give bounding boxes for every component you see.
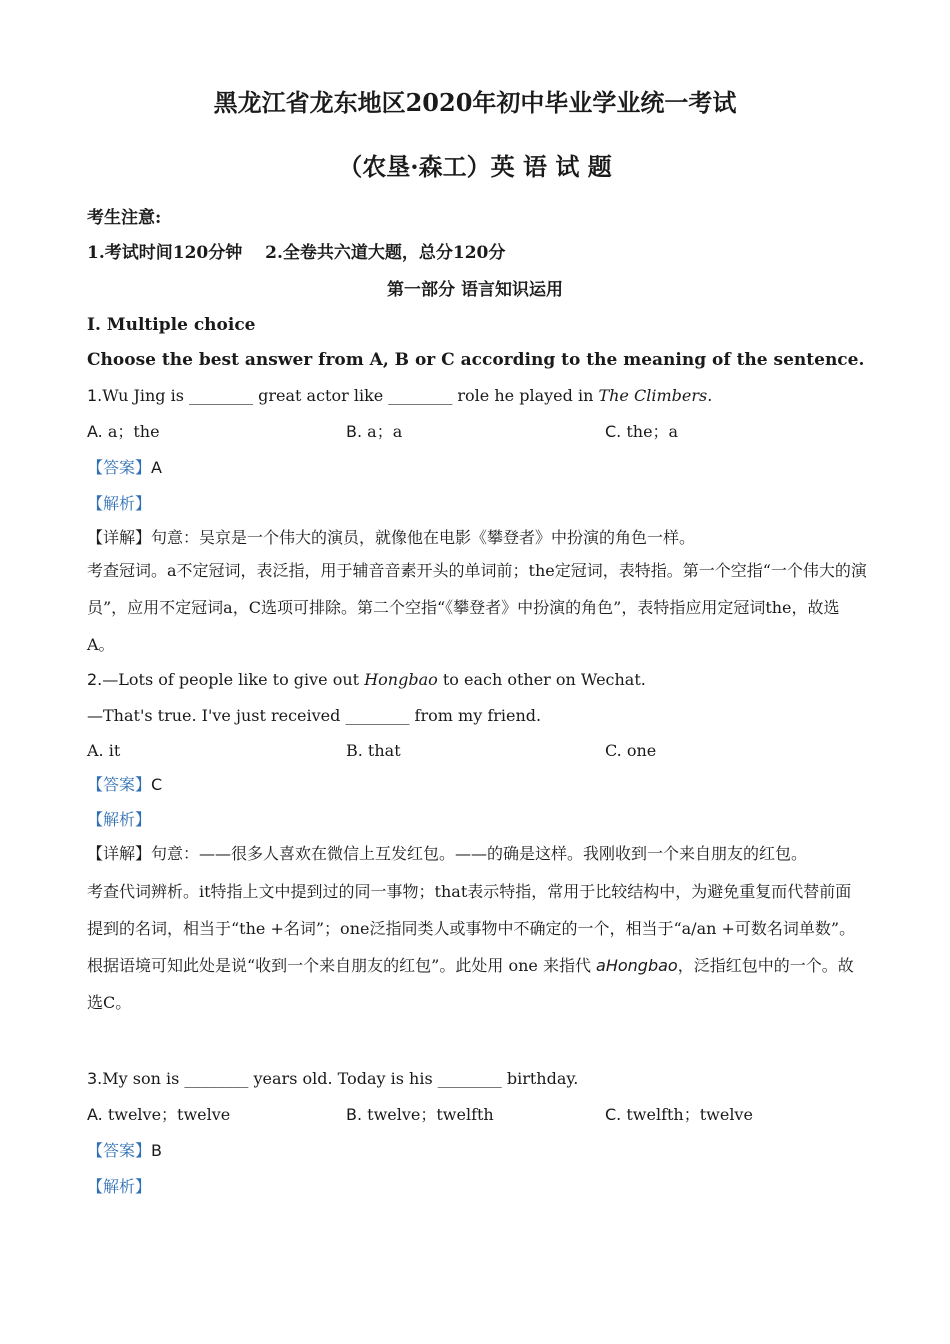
question-2-analysis-tag: 【解析】 xyxy=(87,810,152,829)
question-1-detail: 【详解】句意：吴京是一个伟大的演员，就像他在电影《攀登者》中扮演的角色一样。 xyxy=(87,528,696,547)
question-3-option-b: B. twelve；twelfth xyxy=(346,1105,494,1124)
question-1-stem: 1.Wu Jing is ________ great actor like ________ role he played in The Climbers. xyxy=(87,386,713,405)
question-2-detail: 【详解】句意：——很多人喜欢在微信上互发红包。——的确是这样。我刚收到一个来自朋友的红包。 xyxy=(87,844,808,863)
exam-subtitle: （农垦·森工）英 语 试 题 xyxy=(338,152,612,181)
question-1-answer: 【答案】A xyxy=(87,458,162,477)
question-2-option-a: A. it xyxy=(87,741,121,760)
part-heading: 第一部分 语言知识运用 xyxy=(387,280,563,300)
notice-items: 1.考试时间120分钟 2.全卷共六道大题，总分120分 xyxy=(87,243,506,263)
question-2-explanation: 考查代词辨析。it特指上文中提到过的同一事物；that表示特指，常用于比较结构中，为避免重复而代替前面提到的名词，相当于“the +名词”；one泛指同类人或事物中不确定的一个，相当于“a/an +可数名词单数”。根据语境可知此处是说“收到一个来自朋友的红包”。此处用 one 来指代 aHongbao，泛指红包中的一个。故选C。 xyxy=(87,882,856,1012)
question-1-option-b: B. a；a xyxy=(346,422,403,441)
question-1-option-a: A. a；the xyxy=(87,422,160,441)
question-2-option-c: C. one xyxy=(605,741,657,760)
question-3-option-c: C. twelfth；twelve xyxy=(605,1105,753,1124)
film-title: The Climbers xyxy=(598,386,708,405)
question-1-analysis-tag: 【解析】 xyxy=(87,494,152,513)
question-2-number: 2. xyxy=(87,670,103,689)
question-2-line-1: 2.—Lots of people like to give out Hongbao to each other on Wechat. xyxy=(87,670,646,689)
question-2-answer: 【答案】C xyxy=(87,775,163,794)
question-1-number: 1. xyxy=(87,386,103,405)
question-2-option-b: B. that xyxy=(346,741,401,760)
question-3-analysis-tag: 【解析】 xyxy=(87,1177,152,1196)
question-3-number: 3. xyxy=(87,1069,103,1088)
question-2-line-2: —That's true. I've just received ________ from my friend. xyxy=(87,706,542,725)
question-3-option-a: A. twelve；twelve xyxy=(87,1105,231,1124)
exam-title: 黑龙江省龙东地区2020年初中毕业学业统一考试 xyxy=(213,88,737,117)
question-1-option-c: C. the；a xyxy=(605,422,679,441)
section-instruction: Choose the best answer from A, B or C according to the meaning of the sentence. xyxy=(87,350,865,370)
question-1-explanation: 考查冠词。a不定冠词，表泛指，用于辅音音素开头的单词前；the定冠词，表特指。第一个空指“一个伟大的演员”，应用不定冠词a，C选项可排除。第二个空指“《攀登者》中扮演的角色”，表特指应用定冠词the，故选A。 xyxy=(87,561,867,654)
notice-heading: 考生注意: xyxy=(87,208,162,228)
question-3-answer: 【答案】B xyxy=(87,1141,162,1160)
section-title: I. Multiple choice xyxy=(87,315,256,335)
question-3-stem: 3.My son is ________ years old. Today is his ________ birthday. xyxy=(87,1069,579,1088)
